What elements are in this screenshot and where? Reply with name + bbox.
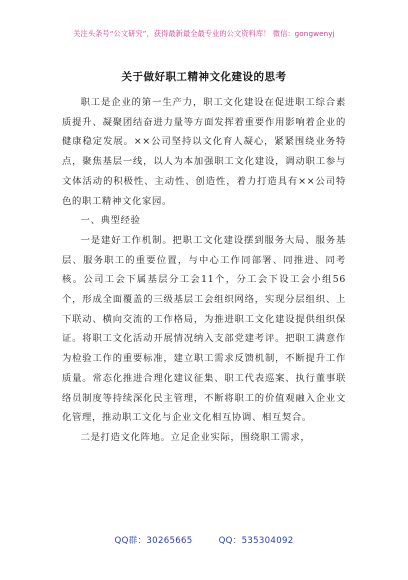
footer-contact — [0, 534, 408, 546]
footer-qq-number: QQ：535304092 — [218, 536, 294, 546]
document-title: 关于做好职工精神文化建设的思考 — [121, 71, 287, 83]
document-body — [62, 93, 346, 448]
paragraph-culture-position: 二是打造文化阵地。立足企业实际，围绕职工需求， — [80, 431, 311, 443]
footer-qq-group: QQ群：30265665 — [114, 536, 193, 546]
paragraph-intro: 职工是企业的第一生产力，职工文化建设在促进职工综合素质提升、凝聚团结奋进力量等方面发挥着重要作用影响着企业的健康稳定发展。××公司坚持以文化育人凝心，紧紧围绕业务特点，聚焦基层一线，以人为本加强职工文化建设，调动职工参与文体活动的积极性、主动性、创造性，着力打造具有××公司特色的职工精神文化家园。 — [62, 97, 346, 207]
paragraph-work-mechanism: 一是建好工作机制。把职工文化建设摆到服务大局、服务基层、服务职工的重要位置，与中心工作同部署、同推进、同考核。公司工会下属基层分工会11个，分工会下设工会小组56个，形成全面覆盖的三级基层工会组织网络，实现分层组织、上下联动、横向交流的工作格局，为推进职工文化建设提供组织保证。将职工文化活动开展情况纳入支部党建考评。把职工满意作为检验工作的重要标准，建立职工需求反馈机制，不断提升工作质量。常态化推进合理化建议征集、职工代表巡案、执行董事联络员制度等持续深化民主管理，不断将职工的价值观融入企业文化管理，推动职工文化与企业文化相互协调、相互契合。 — [62, 234, 346, 424]
section-heading-typical-experience: 一、典型经验 — [80, 215, 141, 227]
header-promo-note: 关注头条号“公文研究”，获得最新最全最专业的公文资料库！ 微信：gongwenyj — [73, 29, 335, 38]
